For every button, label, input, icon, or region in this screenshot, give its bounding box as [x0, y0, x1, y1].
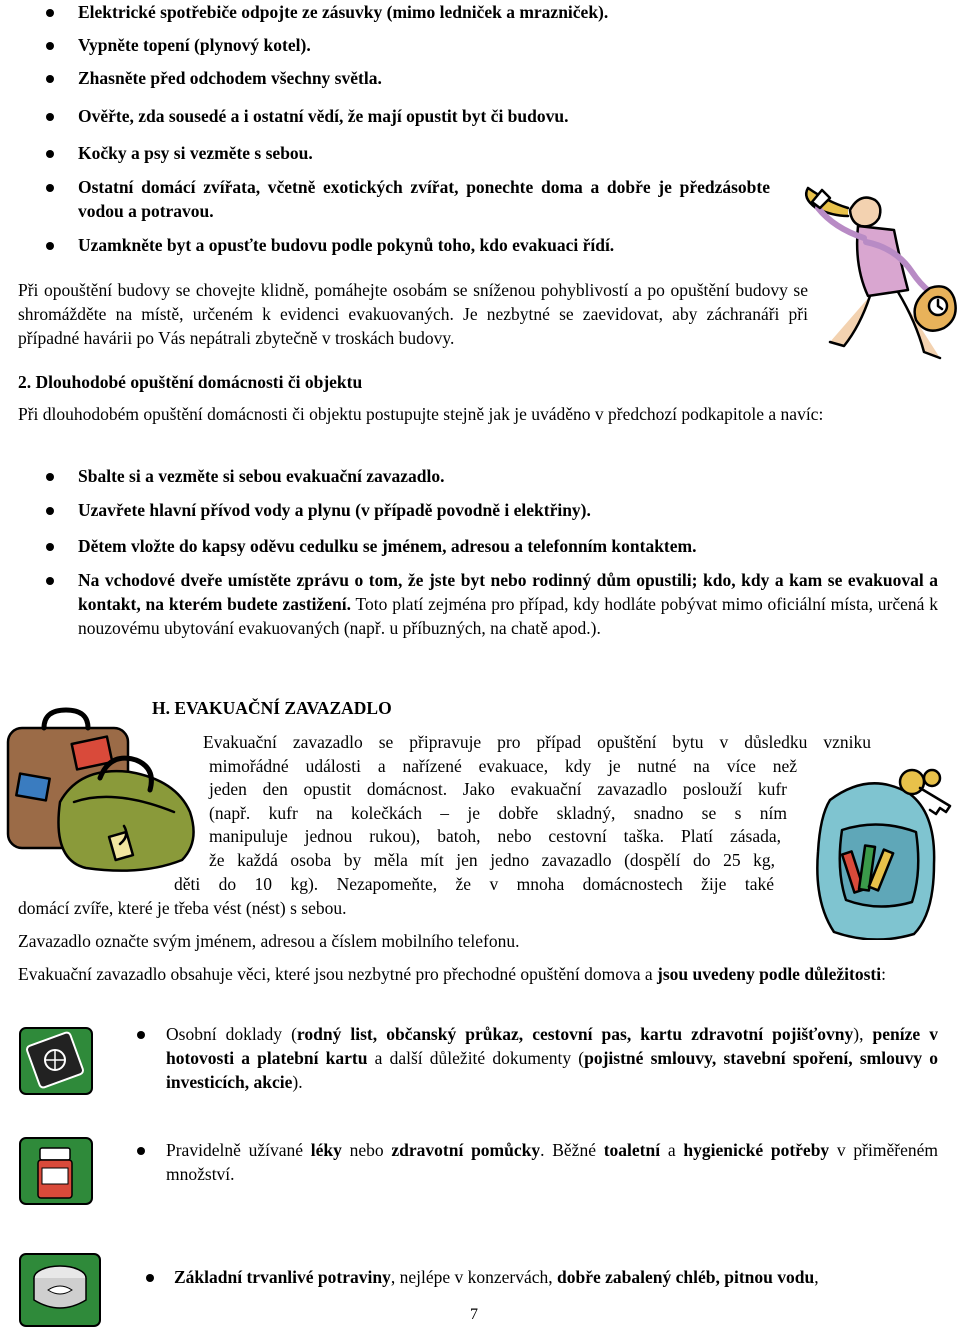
contents-intro-end: : — [881, 964, 886, 984]
bullet — [137, 1031, 145, 1039]
backpack-clipart — [800, 760, 960, 940]
list-item-text: Zhasněte před odchodem všechny světla. — [78, 68, 382, 88]
list-item — [46, 568, 938, 640]
page-number: 7 — [470, 1306, 478, 1323]
list-item-text: Vypněte topení (plynový kotel). — [78, 35, 311, 55]
bullet — [46, 577, 54, 585]
paragraph-line: domácí zvíře, které je třeba vést (nést) s sebou. — [18, 898, 347, 918]
text-bold: peníze v hotovosti a platební kartu — [166, 1024, 938, 1068]
list-item-medicine — [137, 1138, 938, 1186]
paragraph-line: že každá osoba by měla mít jen jedno zavazadlo (dospělí do 25 kg, — [209, 850, 775, 870]
list-item-text: Uzavřete hlavní přívod vody a plynu (v případě povodně i elektřiny). — [78, 500, 591, 520]
paragraph-line: manipuluje jednou rukou), batoh, nebo cestovní taška. Platí zásada, — [209, 826, 781, 846]
paragraph-line: děti do 10 kg). Nezapomeňte, že v mnoha domácnostech žije také — [174, 874, 774, 894]
section-intro: Při dlouhodobém opuštění domácnosti či objektu postupujte stejně jak je uváděno v předchozí podkapitole a navíc: — [18, 404, 824, 424]
list-item-text: Dětem vložte do kapsy oděvu cedulku se jménem, adresou a telefonním kontaktem. — [78, 536, 697, 556]
bullet — [46, 113, 54, 121]
list-item — [46, 534, 946, 558]
passport-icon — [18, 1026, 94, 1096]
walking-woman-clipart — [790, 180, 960, 376]
bullet — [46, 75, 54, 83]
door-note-bold: Na vchodové dveře umístěte zprávu o tom, že jste byt nebo rodinný dům opustili; kdo, kdy a kam se evakuoval a kontakt, na kterém budete zastižení. — [78, 570, 938, 614]
list-item-text — [174, 1265, 938, 1289]
list-item — [46, 0, 766, 24]
contents-intro — [18, 962, 938, 986]
paragraph-line: mimořádné události a nařízené evakuace, kdy je nutné na více než — [209, 756, 797, 776]
door-note-rest: Toto platí zejména pro případ, kdy hodláte pobývat mimo oficiální místa, určená k nouzovému ubytování evakuovaných (např. u příbuzných, na chatě apod.). — [78, 594, 938, 638]
list-item — [46, 233, 766, 257]
calm-behavior-paragraph: Při opouštění budovy se chovejte klidně, pomáhejte osobám se sníženou pohyblivostí a po opuštění budovy se shromážděte na místě, určeném k evidenci evakuovaných. Je nezbytné se zaevidovat, aby záchranáři při případné havárii po Vás nepátrali zbytečně v troskách budovy. — [18, 280, 808, 348]
text: a — [660, 1140, 684, 1160]
list-item-text: Elektrické spotřebiče odpojte ze zásuvky (mimo ledniček a mrazniček). — [78, 2, 609, 22]
list-item-text — [166, 1138, 938, 1186]
bullet — [46, 242, 54, 250]
list-item-text: Ostatní domácí zvířata, včetně exotických zvířat, ponechte doma a dobře je předzásobte vodou a potravou. — [78, 177, 770, 221]
bullet — [146, 1274, 154, 1282]
bullet — [46, 184, 54, 192]
bullet — [46, 150, 54, 158]
text-bold: dobře zabalený chléb, pitnou vodu — [557, 1267, 815, 1287]
text: Pravidelně užívané — [166, 1140, 311, 1160]
list-item-text: Ověřte, zda sousedé a i ostatní vědí, že mají opustit byt či budovu. — [78, 106, 569, 126]
bullet — [46, 543, 54, 551]
text: ), — [853, 1024, 873, 1044]
paragraph-line: jeden den opustit domácnost. Jako evakuační zavazadlo poslouží kufr — [209, 779, 787, 799]
luggage-clipart — [4, 706, 204, 874]
section-heading: H. EVAKUAČNÍ ZAVAZADLO — [152, 698, 392, 718]
bullet — [46, 9, 54, 17]
list-item-food — [146, 1265, 938, 1289]
label-instruction: Zavazadlo označte svým jménem, adresou a číslem mobilního telefonu. — [18, 931, 520, 951]
text: , nejlépe v konzervách, — [390, 1267, 558, 1287]
text: Osobní doklady ( — [166, 1024, 297, 1044]
paragraph-line: (např. kufr na kolečkách – je dobře skladný, snadno se s ním — [209, 803, 787, 823]
list-item — [46, 464, 946, 488]
bullet — [46, 507, 54, 515]
text-bold: zdravotní pomůcky — [391, 1140, 541, 1160]
text: a další důležité dokumenty ( — [367, 1048, 585, 1068]
list-item — [46, 33, 766, 57]
list-item-text — [78, 568, 938, 640]
list-item-documents — [137, 1022, 938, 1094]
text: , — [814, 1267, 819, 1287]
contents-intro-text: Evakuační zavazadlo obsahuje věci, které jsou nezbytné pro přechodné opuštění domova a — [18, 964, 657, 984]
section-heading: 2. Dlouhodobé opuštění domácnosti či objektu — [18, 372, 363, 392]
paragraph-line: Evakuační zavazadlo se připravuje pro případ opuštění bytu v důsledku vzniku — [203, 732, 871, 752]
text-bold: rodný list, občanský průkaz, cestovní pas, kartu zdravotní pojišťovny — [296, 1024, 854, 1044]
list-item-text: Uzamkněte byt a opusťte budovu podle pokynů toho, kdo evakuaci řídí. — [78, 235, 615, 255]
list-item — [46, 66, 766, 90]
text: nebo — [341, 1140, 392, 1160]
text: ). — [292, 1072, 303, 1092]
text-bold: toaletní — [603, 1140, 661, 1160]
text: . Běžné — [540, 1140, 604, 1160]
list-item — [46, 141, 766, 165]
text-bold: Základní trvanlivé potraviny — [174, 1267, 391, 1287]
text-bold: hygienické potřeby — [683, 1140, 830, 1160]
bullet — [46, 473, 54, 481]
list-item — [46, 175, 770, 223]
text: v přiměřeném množství. — [166, 1140, 938, 1184]
list-item-text: Kočky a psy si vezměte s sebou. — [78, 143, 313, 163]
text-bold: pojistné smlouvy, stavební spoření, smlouvy o investicích, akcie — [166, 1048, 938, 1092]
medicine-icon — [18, 1136, 94, 1206]
list-item — [46, 104, 766, 128]
canned-food-icon — [18, 1252, 104, 1327]
text-bold: léky — [310, 1140, 342, 1160]
bullet — [46, 42, 54, 50]
list-item-text — [166, 1022, 938, 1094]
list-item-text: Sbalte si a vezměte si sebou evakuační zavazadlo. — [78, 466, 445, 486]
bullet — [137, 1147, 145, 1155]
contents-intro-bold: jsou uvedeny podle důležitosti — [657, 964, 882, 984]
list-item — [46, 498, 946, 522]
